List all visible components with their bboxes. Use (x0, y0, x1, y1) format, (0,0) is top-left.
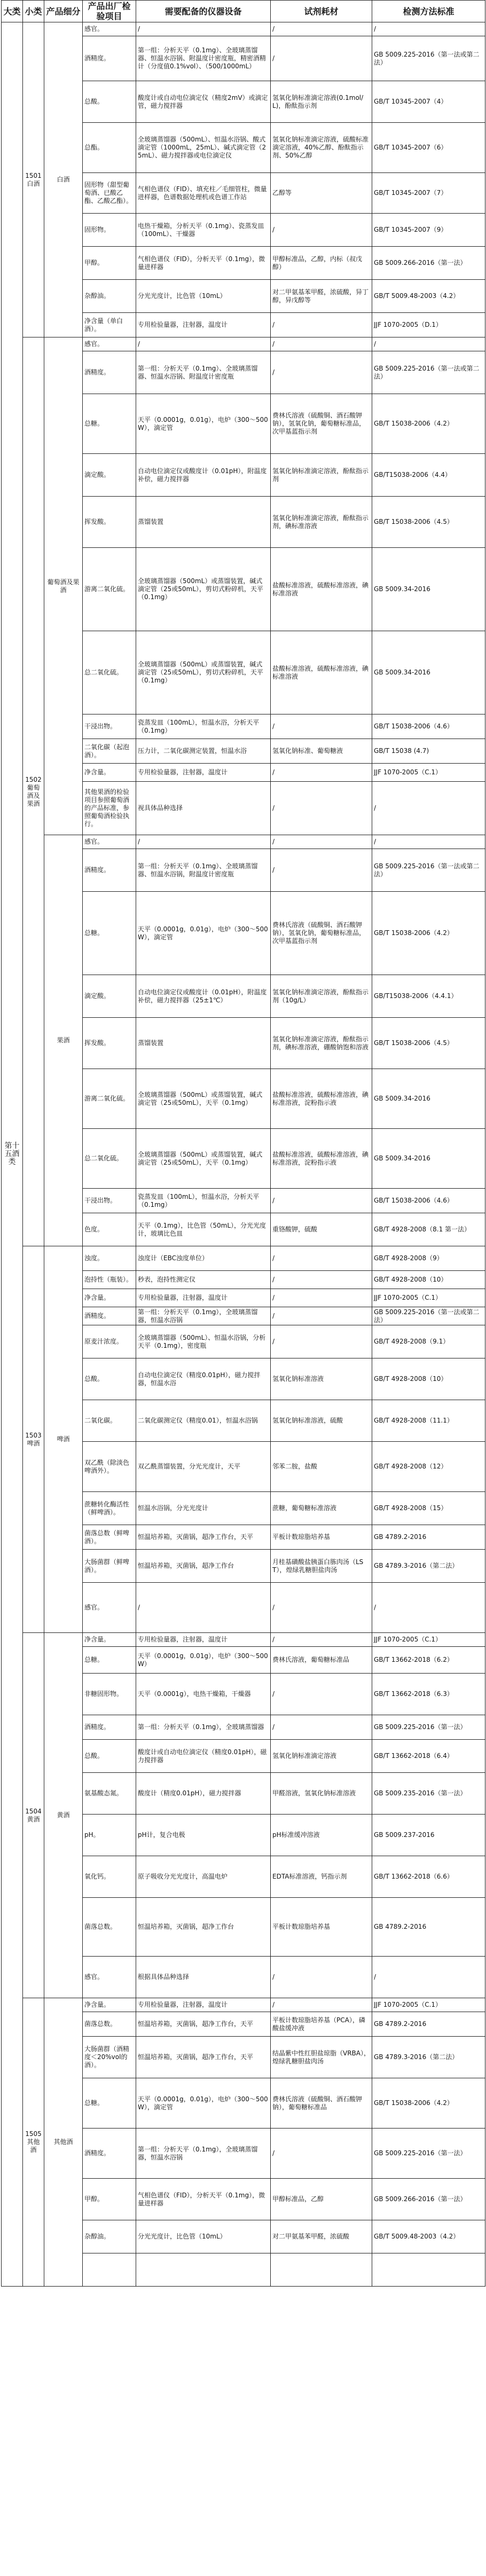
item-cell: 总糖。 (83, 394, 136, 454)
standard-cell: / (372, 1957, 485, 1998)
standard-cell: GB 4789.2-2016 (372, 1898, 485, 1957)
reagent-cell: 重铬酸钾，硫酸 (271, 1213, 372, 1246)
item-cell: 菌落总数。 (83, 2012, 136, 2037)
reagent-cell: / (271, 1189, 372, 1213)
reagent-cell: / (271, 2129, 372, 2179)
reagent-cell: 平板计数琼脂培养基 (271, 1898, 372, 1957)
reagent-cell: 氢氧化钠标准滴定溶液，酚酞指示剂 (271, 454, 372, 497)
item-cell: 泡持性（瓶装）。 (83, 1271, 136, 1289)
table-row (2, 337, 485, 351)
standard-cell: GB 5009.225-2016（第一法或第二法） (372, 351, 485, 394)
reagent-cell: 氢氧化钠标准滴定溶液(0.1mol/L)，酚酞指示剂 (271, 81, 372, 123)
reagent-cell: 盐酸标准溶液，硫酸标准溶液，碘标准溶液 (271, 548, 372, 631)
reagent-cell: 蔗糖，葡萄糖标准溶液 (271, 1492, 372, 1525)
equipment-cell: 压力计，二氧化碳测定装置，恒温水浴 (136, 739, 271, 764)
equipment-cell: 二氧化碳测定仪（精度0.01），恒温水浴锅 (136, 1400, 271, 1442)
equipment-cell: 天平（0.0001g），电热干燥箱，干燥器 (136, 1674, 271, 1715)
equipment-cell: 全玻璃蒸馏器（500mL）、恒温水浴锅，分析天平（0.1mg），密度瓶 (136, 1325, 271, 1358)
equipment-cell: 全玻璃蒸馏器（500mL）或蒸馏装置，碱式滴定管（25或50mL），天平（0.1mg） (136, 1069, 271, 1129)
detail-cell: 其他酒 (44, 1998, 83, 2287)
standard-cell: GB/T 13662-2018（6.4） (372, 1740, 485, 1773)
equipment-cell: 酸度计或自动电位滴定仪（精度0.01pH），磁力搅拌器 (136, 1740, 271, 1773)
standard-cell: GB/T 15038 (4.7) (372, 739, 485, 764)
standard-cell: GB 5009.237-2016 (372, 1815, 485, 1856)
reagent-cell: / (271, 1289, 372, 1307)
reagent-cell: 月桂基磺酸盐胰蛋白胨肉汤（LST），煌绿乳糖胆盐肉汤 (271, 1550, 372, 1583)
reagent-cell: 氢氧化钠标准滴定溶液，酚酞指示剂，碘标准溶液，硼酸钠饱和溶液 (271, 1018, 372, 1069)
standard-cell: GB/T 15038-2006（4.6） (372, 714, 485, 739)
item-cell: 净含量。 (83, 1289, 136, 1307)
standard-cell: GB/T15038-2006（4.4.1） (372, 975, 485, 1018)
standard-cell: JJF 1070-2005（C.1） (372, 1998, 485, 2012)
standard-cell: GB/T 4928-2008（10） (372, 1358, 485, 1400)
equipment-cell: 恒温培养箱，灭菌锅，超净工作台，天平 (136, 1525, 271, 1550)
standard-cell: GB 5009.34-2016 (372, 1069, 485, 1129)
item-cell: 总二氧化硫。 (83, 1129, 136, 1189)
table-row (2, 1246, 485, 1271)
reagent-cell: / (271, 1246, 372, 1271)
item-cell: 滴定酸。 (83, 975, 136, 1018)
standard-cell: GB/T 10345-2007（6） (372, 123, 485, 173)
item-cell: 固形物（甜型葡萄酒、已酸乙酯、乙酸乙酯）。 (83, 173, 136, 214)
standard-cell: GB 5009.225-2016（第一法） (372, 1715, 485, 1740)
reagent-cell: 费林氏溶液，葡萄糖标准品 (271, 1647, 372, 1674)
header-reagents: 试剂耗材 (271, 1, 372, 22)
item-cell: 挥发酸。 (83, 497, 136, 548)
item-cell: 感官。 (83, 835, 136, 849)
standard-cell: GB 4789.3-2016（第二法） (372, 1550, 485, 1583)
subcategory-cell: 1505其他酒 (23, 1998, 44, 2287)
standard-cell: / (372, 337, 485, 351)
standard-cell: / (372, 782, 485, 835)
reagent-cell: / (271, 782, 372, 835)
standard-cell: GB/T 15038-2006（4.2） (372, 394, 485, 454)
equipment-cell: 气相色谱仪（FID）、填充柱／毛细管柱，微量进样器，色谱数据处理机或色谱工作站 (136, 173, 271, 214)
reagent-cell: 氢氧化钠标准滴定溶液，硫酸标准滴定溶液，40%乙醇、酚酞指示剂、50%乙醇 (271, 123, 372, 173)
detail-cell: 白酒 (44, 22, 83, 337)
item-cell: 净含量。 (83, 1998, 136, 2012)
equipment-cell: 分光光度计，比色管（10mL） (136, 280, 271, 313)
standard-cell: GB/T 4928-2008（9.1） (372, 1325, 485, 1358)
standard-cell: GB/T 10345-2007（4） (372, 81, 485, 123)
standard-cell: / (372, 1583, 485, 1633)
reagent-cell: 氢氧化钠标准溶液 (271, 1358, 372, 1400)
standard-cell: GB 5009.225-2016（第一法或第二法） (372, 36, 485, 81)
equipment-cell: 恒温培养箱，灭菌锅，超净工作台 (136, 1550, 271, 1583)
reagent-cell: 氢氧化钠标准滴定溶液，酚酞指示剂，碘标准溶液 (271, 497, 372, 548)
reagent-cell: 氢氧化钠标准、葡萄糖液 (271, 739, 372, 764)
equipment-cell: 蒸馏装置 (136, 497, 271, 548)
equipment-cell: 秒表，泡持性测定仪 (136, 1271, 271, 1289)
equipment-cell: 全玻璃蒸馏器（500mL）或蒸馏装置，碱式滴定管（25或50mL），剪切式粉碎机，天平（0.1mg） (136, 631, 271, 714)
item-cell: 浊度。 (83, 1246, 136, 1271)
reagent-cell: / (271, 1957, 372, 1998)
standard-cell: GB 5009.235-2016（第一法） (372, 1773, 485, 1815)
reagent-cell: 乙醇等 (271, 173, 372, 214)
equipment-cell: 专用检验量器，注射器，温度计 (136, 1998, 271, 2012)
standard-cell: JJF 1070-2005（C.1） (372, 1633, 485, 1647)
reagent-cell: 甲醛溶液，氢氧化钠标准溶液 (271, 1773, 372, 1815)
item-cell: 杂醇油。 (83, 2220, 136, 2253)
item-cell: 总酯。 (83, 123, 136, 173)
reagent-cell: 平板计数琼脂培养基（PCA），磷酸盐缓冲液 (271, 2012, 372, 2037)
item-cell: 总酸。 (83, 1740, 136, 1773)
item-cell: 总酸。 (83, 81, 136, 123)
standard-cell: / (372, 22, 485, 36)
standard-cell: GB/T 15038-2006（4.5） (372, 1018, 485, 1069)
category-cell: 第十五酒类 (2, 22, 23, 2287)
reagent-cell: / (271, 313, 372, 337)
standard-cell: GB 4789.2-2016 (372, 2012, 485, 2037)
reagent-cell: 平板计数琼脂培养基 (271, 1525, 372, 1550)
detail-cell: 果酒 (44, 835, 83, 1246)
item-cell: 氧化钙。 (83, 1856, 136, 1898)
reagent-cell: pH标准缓冲溶液 (271, 1815, 372, 1856)
equipment-cell: 酸度计（精度0.01pH），磁力搅拌器 (136, 1773, 271, 1815)
reagent-cell: EDTA标准溶液，钙指示剂 (271, 1856, 372, 1898)
equipment-cell: 分光光度计，比色管（10mL） (136, 2220, 271, 2253)
standard-cell: GB 5009.266-2016（第一法） (372, 2179, 485, 2220)
reagent-cell: 甲醇标准品，乙醇 (271, 2179, 372, 2220)
header-inspection-item: 产品出厂检验项目 (83, 1, 136, 22)
reagent-cell: 费林氏溶液（硫酸铜、酒石酸钾钠），氢氧化钠，葡萄糖标准品，次甲基蓝指示剂 (271, 892, 372, 975)
equipment-cell: 自动电位滴定仪或酸度计（0.01pH），附温度补偿，磁力搅拌器（25±1℃） (136, 975, 271, 1018)
reagent-cell: 邻苯二胺，盐酸 (271, 1442, 372, 1492)
equipment-cell: 天平（0.0001g，0.01g），电炉（300～500W） (136, 1647, 271, 1674)
reagent-cell: 盐酸标准溶液，硫酸标准溶液，碘标准溶液，淀粉指示液 (271, 1129, 372, 1189)
standard-cell: GB/T 4928-2008（12） (372, 1442, 485, 1492)
standard-cell: GB/T15038-2006（4.4） (372, 454, 485, 497)
equipment-cell: 专用检验量器，注射器，温度计 (136, 1289, 271, 1307)
item-cell: 色度。 (83, 1213, 136, 1246)
item-cell: 总糖。 (83, 2078, 136, 2129)
equipment-cell: 瓷蒸发皿（100mL），恒温水浴，分析天平（0.1mg） (136, 714, 271, 739)
equipment-cell: 第一组：分析天平（0.1mg）、全玻璃蒸馏器、恒温水浴锅、附温度计密度瓶 (136, 351, 271, 394)
reagent-cell: 盐酸标准溶液，硫酸标准溶液，碘标准溶液，淀粉指示液 (271, 1069, 372, 1129)
equipment-cell: 恒温培养箱，灭菌锅，超净工作台，天平 (136, 2012, 271, 2037)
item-cell: 感官。 (83, 22, 136, 36)
item-cell: 酒精度。 (83, 849, 136, 892)
item-cell: 甲醇。 (83, 247, 136, 280)
item-cell: 总酸。 (83, 1358, 136, 1400)
equipment-cell: 第一组：分析天平（0.1mg），全玻璃蒸馏器，恒温水浴锅 (136, 1307, 271, 1325)
equipment-cell: 自动电位滴定仪或酸度计（0.01pH），附温度补偿，磁力搅拌器 (136, 454, 271, 497)
item-cell: 甲醇。 (83, 2179, 136, 2220)
reagent-cell: 甲醇标准品，乙醇，内标（叔戊醇） (271, 247, 372, 280)
item-cell: 干浸出物。 (83, 1189, 136, 1213)
reagent-cell: 盐酸标准溶液，硫酸标准溶液，碘标准溶液 (271, 631, 372, 714)
reagent-cell: / (271, 22, 372, 36)
standard-cell: GB/T 13662-2018（6.3） (372, 1674, 485, 1715)
standard-cell: GB 5009.225-2016（第一法） (372, 2129, 485, 2179)
inspection-table (1, 0, 485, 2287)
item-cell: 酒精度。 (83, 351, 136, 394)
standard-cell: GB/T 4928-2008（9） (372, 1246, 485, 1271)
item-cell: 挥发酸。 (83, 1018, 136, 1069)
reagent-cell: 对二甲氨基苯甲醛，浓硫酸，异丁醇，异戊醇等 (271, 280, 372, 313)
item-cell: 非糖固形物。 (83, 1674, 136, 1715)
item-cell: 大肠菌群（鲜啤酒）。 (83, 1550, 136, 1583)
header-product-detail: 产品细分 (44, 1, 83, 22)
table-row (2, 835, 485, 849)
item-cell: 总二氧化硫。 (83, 631, 136, 714)
equipment-cell (136, 2253, 271, 2287)
subcategory-cell: 1503啤酒 (23, 1246, 44, 1633)
item-cell (83, 2253, 136, 2287)
equipment-cell: 原子吸收分光光度计，高温电炉 (136, 1856, 271, 1898)
equipment-cell: 专用检验量器，注射器，温度计 (136, 764, 271, 782)
table-row (2, 22, 485, 36)
equipment-cell: 恒温培养箱，灭菌锅，超净工作台，天平 (136, 2037, 271, 2078)
standard-cell: GB/T 15038-2006（4.2） (372, 892, 485, 975)
equipment-cell: 第一组：分析天平（0.1mg）、全玻璃蒸馏器、恒温水浴锅，附温度计密度瓶 (136, 849, 271, 892)
equipment-cell: 全玻璃蒸馏器（500mL）或蒸馏装置，碱式滴定管（25或50mL），天平（0.1mg） (136, 1129, 271, 1189)
standard-cell: GB/T 4928-2008（15） (372, 1492, 485, 1525)
item-cell: 氨基酸态氮。 (83, 1773, 136, 1815)
standard-cell: GB/T 10345-2007（9） (372, 214, 485, 247)
equipment-cell: 瓷蒸发皿（100mL），恒温水浴，分析天平（0.1mg） (136, 1189, 271, 1213)
standard-cell: GB/T 13662-2018（6.2） (372, 1647, 485, 1674)
equipment-cell: / (136, 337, 271, 351)
item-cell: 滴定酸。 (83, 454, 136, 497)
equipment-cell: 电热干燥箱，分析天平（0.1mg）、瓷蒸发皿（100mL）、干燥器 (136, 214, 271, 247)
equipment-cell: 天平（0.0001g，0.01g），电炉（300～500W），滴定管 (136, 394, 271, 454)
reagent-cell: 对二甲氨基苯甲醛，浓硫酸 (271, 2220, 372, 2253)
standard-cell: GB/T 10345-2007（7） (372, 173, 485, 214)
item-cell: 感官。 (83, 337, 136, 351)
standard-cell: JJF 1070-2005（D.1） (372, 313, 485, 337)
item-cell: 酒精度。 (83, 2129, 136, 2179)
reagent-cell: / (271, 214, 372, 247)
equipment-cell: / (136, 22, 271, 36)
equipment-cell: 专用检验量器，注射器，温度计 (136, 1633, 271, 1647)
item-cell: 杂醇油。 (83, 280, 136, 313)
equipment-cell: 恒温培养箱，灭菌锅，超净工作台 (136, 1898, 271, 1957)
item-cell: 蔗糖转化酶活性（鲜啤酒）。 (83, 1492, 136, 1525)
equipment-cell: 视具体品种选择 (136, 782, 271, 835)
header-subcategory: 小类 (23, 1, 44, 22)
standard-cell: GB 5009.34-2016 (372, 1129, 485, 1189)
reagent-cell: / (271, 1307, 372, 1325)
standard-cell: GB/T 15038-2006（4.6） (372, 1189, 485, 1213)
item-cell: 净含量。 (83, 764, 136, 782)
item-cell: 二氧化碳（起泡酒）。 (83, 739, 136, 764)
item-cell: 酒精度。 (83, 1307, 136, 1325)
reagent-cell: / (271, 764, 372, 782)
standard-cell: GB 5009.225-2016（第一法或第二法） (372, 1307, 485, 1325)
reagent-cell: / (271, 1715, 372, 1740)
item-cell: 其他果酒的检验项目参照葡萄酒的产品标准，参照葡萄酒检验执行。 (83, 782, 136, 835)
table-header-row (2, 1, 485, 22)
item-cell: 双乙酰（除淡色啤酒外）。 (83, 1442, 136, 1492)
equipment-cell: 根据具体品种选择 (136, 1957, 271, 1998)
item-cell: 干浸出物。 (83, 714, 136, 739)
equipment-cell: 双乙酰蒸馏装置，分光光度计，天平 (136, 1442, 271, 1492)
standard-cell: GB/T 4928-2008（10） (372, 1271, 485, 1289)
detail-cell: 啤酒 (44, 1246, 83, 1633)
table-row (2, 1998, 485, 2012)
reagent-cell: / (271, 1583, 372, 1633)
standard-cell: GB/T 13662-2018（6.6） (372, 1856, 485, 1898)
reagent-cell: / (271, 1325, 372, 1358)
item-cell: 酒精度。 (83, 36, 136, 81)
standard-cell: JJF 1070-2005（C.1） (372, 764, 485, 782)
reagent-cell: 氢氧化钠标准滴定溶液 (271, 1740, 372, 1773)
standard-cell: JJF 1070-2005（C.1） (372, 1289, 485, 1307)
equipment-cell: 全玻璃蒸馏器（500mL）或蒸馏装置，碱式滴定管（25或50mL），剪切式粉碎机，天平（0.1mg） (136, 548, 271, 631)
item-cell: 总糖。 (83, 892, 136, 975)
standard-cell: GB/T 5009.48-2003（4.2） (372, 280, 485, 313)
item-cell: 固形物。 (83, 214, 136, 247)
equipment-cell: 恒温水浴锅，分光光度计 (136, 1492, 271, 1525)
standard-cell: GB 5009.225-2016（第一法或第二法） (372, 849, 485, 892)
equipment-cell: 气相色谱仪（FID），分析天平（0.1mg），微量进样器 (136, 2179, 271, 2220)
item-cell: 游离二氧化硫。 (83, 548, 136, 631)
equipment-cell: 天平（0.0001g，0.01g），电炉（300～500W），滴定管 (136, 892, 271, 975)
equipment-cell: 酸度计或自动电位滴定仪（精度2mV）或滴定管，磁力搅拌器 (136, 81, 271, 123)
standard-cell: GB 5009.34-2016 (372, 631, 485, 714)
equipment-cell: 全玻璃蒸馏器（500mL）、恒温水浴锅、酸式滴定管（1000mL，25mL）、碱式滴定管（25mL）、磁力搅拌器或电位滴定仪 (136, 123, 271, 173)
standard-cell: GB 5009.34-2016 (372, 548, 485, 631)
item-cell: 感官。 (83, 1957, 136, 1998)
reagent-cell: 费林氏溶液（硫酸铜、酒石酸钾钠），葡萄糖标准品 (271, 2078, 372, 2129)
equipment-cell: / (136, 1583, 271, 1633)
reagent-cell: / (271, 337, 372, 351)
item-cell: 酒精度。 (83, 1715, 136, 1740)
standard-cell: GB 4789.2-2016 (372, 1525, 485, 1550)
standard-cell: GB/T 15038-2006（4.2） (372, 2078, 485, 2129)
equipment-cell: 天平（0.1mg），比色管（50mL），分光光度计，玻璃比色皿 (136, 1213, 271, 1246)
subcategory-cell: 1501白酒 (23, 22, 44, 337)
equipment-cell: 蒸馏装置 (136, 1018, 271, 1069)
equipment-cell: 第一组：分析天平（0.1mg），全玻璃蒸馏器，恒温水浴锅 (136, 2129, 271, 2179)
equipment-cell: 浊度计（EBC浊度单位） (136, 1246, 271, 1271)
equipment-cell: pH计，复合电极 (136, 1815, 271, 1856)
header-equipment: 需要配备的仪器设备 (136, 1, 271, 22)
detail-cell: 葡萄酒及果酒 (44, 337, 83, 835)
equipment-cell: 天平（0.0001g，0.01g），电炉（300～500W），滴定管 (136, 2078, 271, 2129)
standard-cell: GB/T 4928-2008（11.1） (372, 1400, 485, 1442)
reagent-cell: / (271, 849, 372, 892)
item-cell: 大肠菌群（酒精度＜20%vol的酒）。 (83, 2037, 136, 2078)
reagent-cell: / (271, 351, 372, 394)
table-row (2, 1633, 485, 1647)
subcategory-cell: 1504黄酒 (23, 1633, 44, 1998)
standard-cell: / (372, 835, 485, 849)
header-category: 大类 (2, 1, 23, 22)
reagent-cell (271, 2253, 372, 2287)
equipment-cell: / (136, 835, 271, 849)
standard-cell: GB 4789.3-2016（第二法） (372, 2037, 485, 2078)
equipment-cell: 气相色谱仪（FID），分析天平（0.1mg），微量进样器 (136, 247, 271, 280)
standard-cell: GB 5009.266-2016（第一法） (372, 247, 485, 280)
equipment-cell: 第一组：分析天平（0.1mg），全玻璃蒸馏器 (136, 1715, 271, 1740)
item-cell: 净含量。 (83, 1633, 136, 1647)
item-cell: 二氧化碳。 (83, 1400, 136, 1442)
reagent-cell: / (271, 36, 372, 81)
header-standard: 检测方法标准 (372, 1, 485, 22)
item-cell: 总糖。 (83, 1647, 136, 1674)
item-cell: 净含量（单白酒）。 (83, 313, 136, 337)
standard-cell (372, 2253, 485, 2287)
standard-cell: GB/T 5009.48-2003（4.2） (372, 2220, 485, 2253)
reagent-cell: / (271, 835, 372, 849)
item-cell: pH。 (83, 1815, 136, 1856)
item-cell: 菌落总数（鲜啤酒）。 (83, 1525, 136, 1550)
item-cell: 原麦汁浓度。 (83, 1325, 136, 1358)
item-cell: 游离二氧化硫。 (83, 1069, 136, 1129)
reagent-cell: 结晶紫中性红胆盐琼脂（VRBA），煌绿乳糖胆盐肉汤 (271, 2037, 372, 2078)
item-cell: 菌落总数。 (83, 1898, 136, 1957)
reagent-cell: 费林氏溶液（硫酸铜、酒石酸钾钠），氢氧化钠，葡萄糖标准品，次甲基蓝指示剂 (271, 394, 372, 454)
standard-cell: GB/T 4928-2008（8.1 第一法） (372, 1213, 485, 1246)
equipment-cell: 专用检验量器，注射器，温度计 (136, 313, 271, 337)
standard-cell: GB/T 15038-2006（4.5） (372, 497, 485, 548)
reagent-cell: / (271, 1633, 372, 1647)
reagent-cell: / (271, 1998, 372, 2012)
detail-cell: 黄酒 (44, 1633, 83, 1998)
reagent-cell: / (271, 1271, 372, 1289)
equipment-cell: 第一组：分析天平（0.1mg）、全玻璃蒸馏器、恒温水浴锅、附温度计密度瓶，精密酒精计（分度值0.1%vol）、（500/1000mL） (136, 36, 271, 81)
reagent-cell: 氢氧化钠标准滴定溶液，酚酞指示剂（10g/L） (271, 975, 372, 1018)
reagent-cell: / (271, 714, 372, 739)
reagent-cell: 氢氧化钠标准溶液，硫酸 (271, 1400, 372, 1442)
reagent-cell: / (271, 1674, 372, 1715)
equipment-cell: 自动电位滴定仪（精度0.01pH），磁力搅拌器，恒温水浴 (136, 1358, 271, 1400)
subcategory-cell: 1502葡萄酒及果酒 (23, 337, 44, 1246)
item-cell: 感官。 (83, 1583, 136, 1633)
